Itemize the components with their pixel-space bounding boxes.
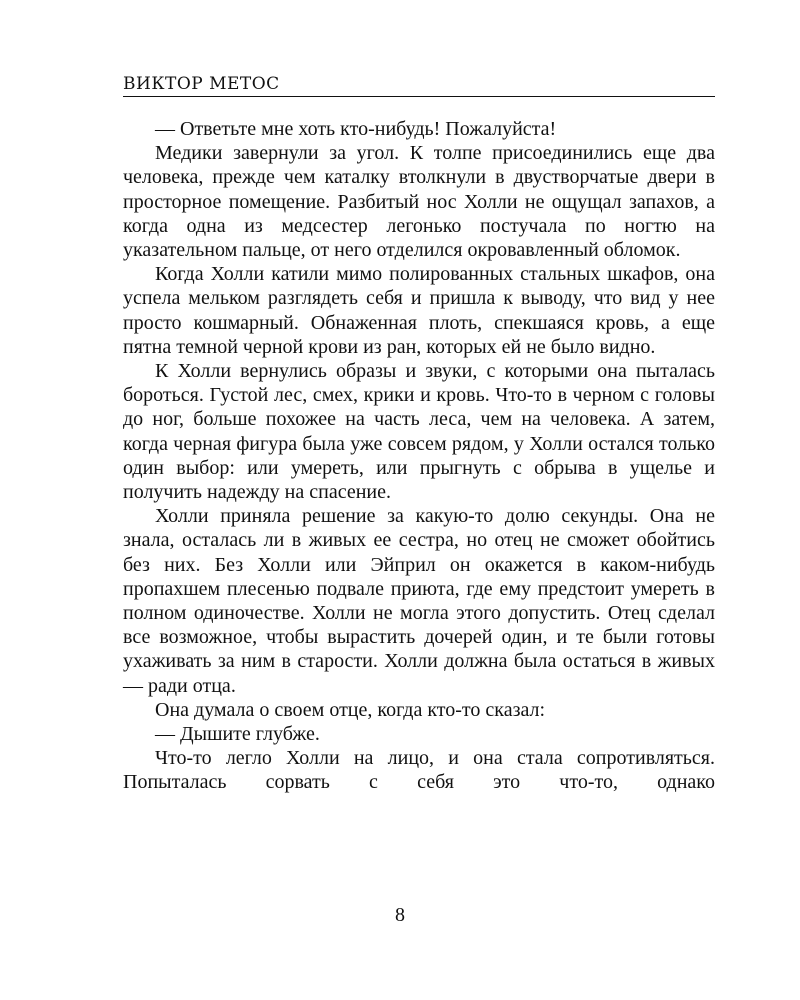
body-text <box>123 117 715 795</box>
paragraph: — Ответьте мне хоть кто-нибудь! Пожалуйста! <box>155 118 557 140</box>
author-running-title: ВИКТОР МЕТОС <box>123 74 280 94</box>
paragraph: К Холли вернулись образы и звуки, с которыми она пыталась бороться. Густой лес, смех, крики и кровь. Что-то в черном с головы до ног, больше похожее на часть леса, чем на человека. А затем, когда черная фигура была уже совсем рядом, у Холли остался только один выбор: или умереть, или прыгнуть с обрыва в ущелье и получить надежду на спасение. <box>123 360 715 504</box>
running-header <box>123 74 715 97</box>
paragraph: — Дышите глубже. <box>155 723 320 746</box>
paragraph: Она думала о своем отце, когда кто-то сказал: <box>155 698 546 721</box>
paragraph: Холли приняла решение за какую-то долю секунды. Она не знала, осталась ли в живых ее сестра, но отец не сможет обойтись без них. Без Холли или Эйприл он окажется в каком-нибудь пропахшем плесенью подвале приюта, где ему предстоит умереть в полном одиночестве. Холли не могла этого допустить. Отец сделал все возможное, чтобы вырастить дочерей один, и те были готовы ухаживать за ним в старости. Холли должна была остаться в живых — ради отца. <box>123 505 715 697</box>
page-number: 8 <box>395 904 405 926</box>
paragraph: Медики завернули за угол. К толпе присоединились еще два человека, прежде чем каталку втолкнули в двустворчатые двери в просторное помещение. Разбитый нос Холли не ощущал запахов, а когда одна из медсестер легонько постучала по ногтю на указательном пальце, от него отделился окровавленный обломок. <box>123 142 715 262</box>
paragraph-last: Что-то легло Холли на лицо, и она стала сопротивляться. Попыталась сорвать с себя это что-то, однако <box>123 747 715 794</box>
paragraph: Когда Холли катили мимо полированных стальных шкафов, она успела мельком разглядеть себя и пришла к выводу, что вид у нее просто кошмарный. Обнаженная плоть, спекшаяся кровь, а еще пятна темной черной крови из ран, которых ей не было видно. <box>123 263 715 358</box>
